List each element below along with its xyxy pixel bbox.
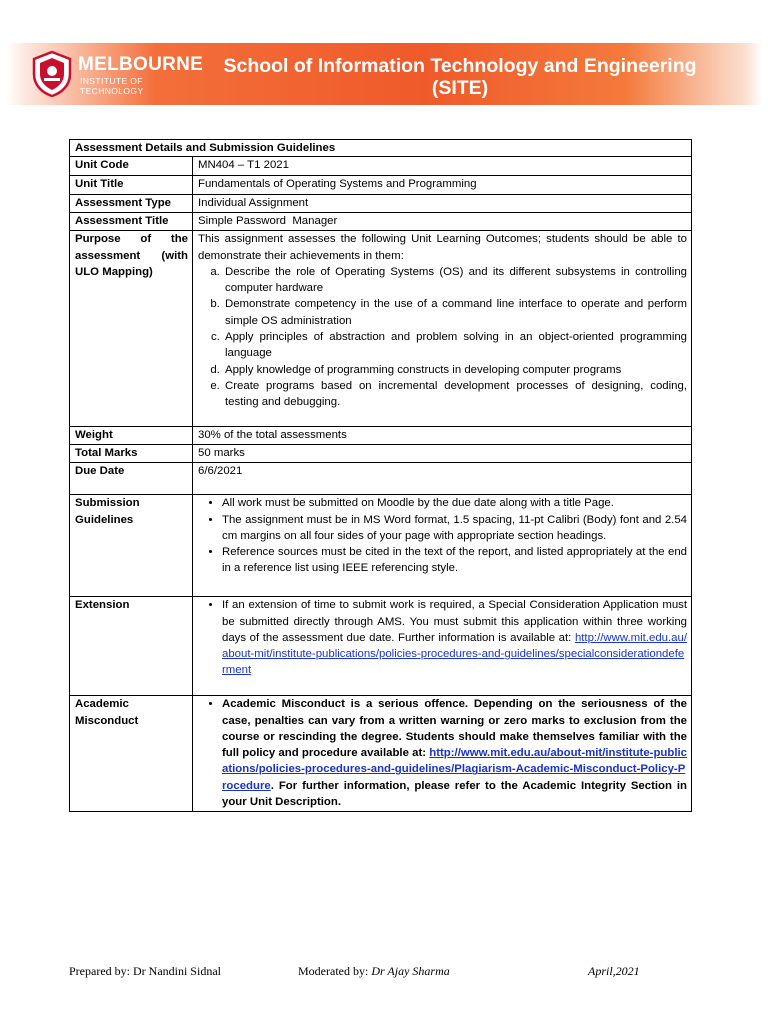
table-row <box>70 213 692 231</box>
misconduct-link[interactable]: http://www.mit.edu.au/about-mit/institute-publications/policies-procedures-and-guidelines/Plagiarism-Academic-Misconduct-Policy-Procedure <box>222 747 688 792</box>
institute-logo <box>30 48 208 102</box>
logo-subtitle: INSTITUTE OF TECHNOLOGY <box>80 76 144 96</box>
assessment-title-value: Simple Password Manager <box>193 213 692 231</box>
unit-code-value: MN404 – T1 2021 <box>193 157 692 176</box>
due-date-value: 6/6/2021 <box>193 463 692 495</box>
unit-title-label: Unit Title <box>70 176 193 195</box>
prepared-name: Dr Nandini Sidnal <box>132 964 221 978</box>
unit-code-label: Unit Code <box>70 157 193 176</box>
crest-icon <box>30 50 74 98</box>
list-item <box>222 597 687 678</box>
prepared-label: Prepared by: <box>69 964 130 978</box>
footer-prepared <box>69 964 221 979</box>
list-item: a. Describe the role of Operating Systems (OS) and its different subsystems in controlling computer hardware <box>223 264 687 297</box>
misconduct-after: . For further information, please refer to the Academic Integrity Section in your Unit Description. <box>222 779 688 809</box>
extension-list <box>198 597 687 678</box>
table-row <box>70 463 692 495</box>
table-row <box>70 696 692 812</box>
misconduct-label: Academic Misconduct <box>70 696 193 812</box>
misconduct-cell <box>193 696 692 812</box>
extension-text: If an extension of time to submit work is required, a Special Consideration Application must be submitted directly through AMS. You must submit this application within three working days of the assessment due date. Further information is available at: <box>222 599 688 644</box>
total-marks-value: 50 marks <box>193 445 692 463</box>
list-item: • The assignment must be in MS Word format, 1.5 spacing, 11-pt Calibri (Body) font and 2.54 cm margins on all four sides of your page with appropriate section headings. <box>222 512 687 545</box>
table-header-row <box>70 140 692 157</box>
list-item: • Reference sources must be cited in the text of the report, and listed appropriately at the end in a reference list using IEEE referencing style. <box>222 544 687 577</box>
moderated-label: Moderated by: <box>298 964 369 978</box>
misconduct-list <box>198 696 687 810</box>
table-row <box>70 495 692 597</box>
submission-list <box>198 495 687 576</box>
table-row <box>70 195 692 213</box>
list-item <box>222 696 687 810</box>
school-title-line-1: School of Information Technology and Engineering <box>223 55 697 77</box>
footer-moderated <box>298 964 450 979</box>
weight-label: Weight <box>70 427 193 445</box>
logo-name: MELBOURNE <box>78 54 204 75</box>
extension-link[interactable]: http://www.mit.edu.au/about-mit/institute-publications/policies-procedures-and-guidelines/specialconsiderationdeferment <box>222 631 687 677</box>
table-row <box>70 427 692 445</box>
unit-title-value: Fundamentals of Operating Systems and Programming <box>193 176 692 195</box>
purpose-intro: This assignment assesses the following Unit Learning Outcomes; students should be able to demonstrate their achievements in them: <box>198 233 688 262</box>
assessment-details-table <box>69 139 692 812</box>
extension-cell <box>193 597 692 696</box>
purpose-cell <box>193 231 692 427</box>
list-item: e. Create programs based on incremental development processes of designing, coding, testing and debugging. <box>223 378 687 411</box>
footer-date: April,2021 <box>588 964 640 978</box>
submission-label: Submission Guidelines <box>70 495 193 597</box>
assessment-type-label: Assessment Type <box>70 195 193 213</box>
list-item: b. Demonstrate competency in the use of a command line interface to operate and perform simple OS administration <box>223 296 687 329</box>
list-item: • All work must be submitted on Moodle by the due date along with a title Page. <box>222 495 687 511</box>
due-date-label: Due Date <box>70 463 193 495</box>
misconduct-text: Academic Misconduct is a serious offence. Depending on the seriousness of the case, penalties can vary from a written warning or zero marks to exclusion from the course or rescinding the degree. Students should make themselves familiar with the full policy and procedure available at: <box>222 698 688 760</box>
total-marks-label: Total Marks <box>70 445 193 463</box>
table-row <box>70 157 692 176</box>
school-title <box>212 55 708 99</box>
list-item: d. Apply knowledge of programming constructs in developing computer programs <box>223 362 687 378</box>
table-row <box>70 176 692 195</box>
school-title-line-2: (SITE) <box>431 77 489 99</box>
weight-value: 30% of the total assessments <box>193 427 692 445</box>
submission-cell <box>193 495 692 597</box>
table-row <box>70 445 692 463</box>
table-row <box>70 597 692 696</box>
ulo-list <box>198 264 687 411</box>
moderated-name: Dr Ajay Sharma <box>371 964 450 978</box>
list-item: c. Apply principles of abstraction and problem solving in an object-oriented programming language <box>223 329 687 362</box>
assessment-type-value: Individual Assignment <box>193 195 692 213</box>
purpose-label: Purpose of the assessment (with ULO Mapping) <box>70 231 193 427</box>
table-heading: Assessment Details and Submission Guidelines <box>70 140 692 157</box>
extension-label: Extension <box>70 597 193 696</box>
assessment-title-label: Assessment Title <box>70 213 193 231</box>
table-row <box>70 231 692 427</box>
